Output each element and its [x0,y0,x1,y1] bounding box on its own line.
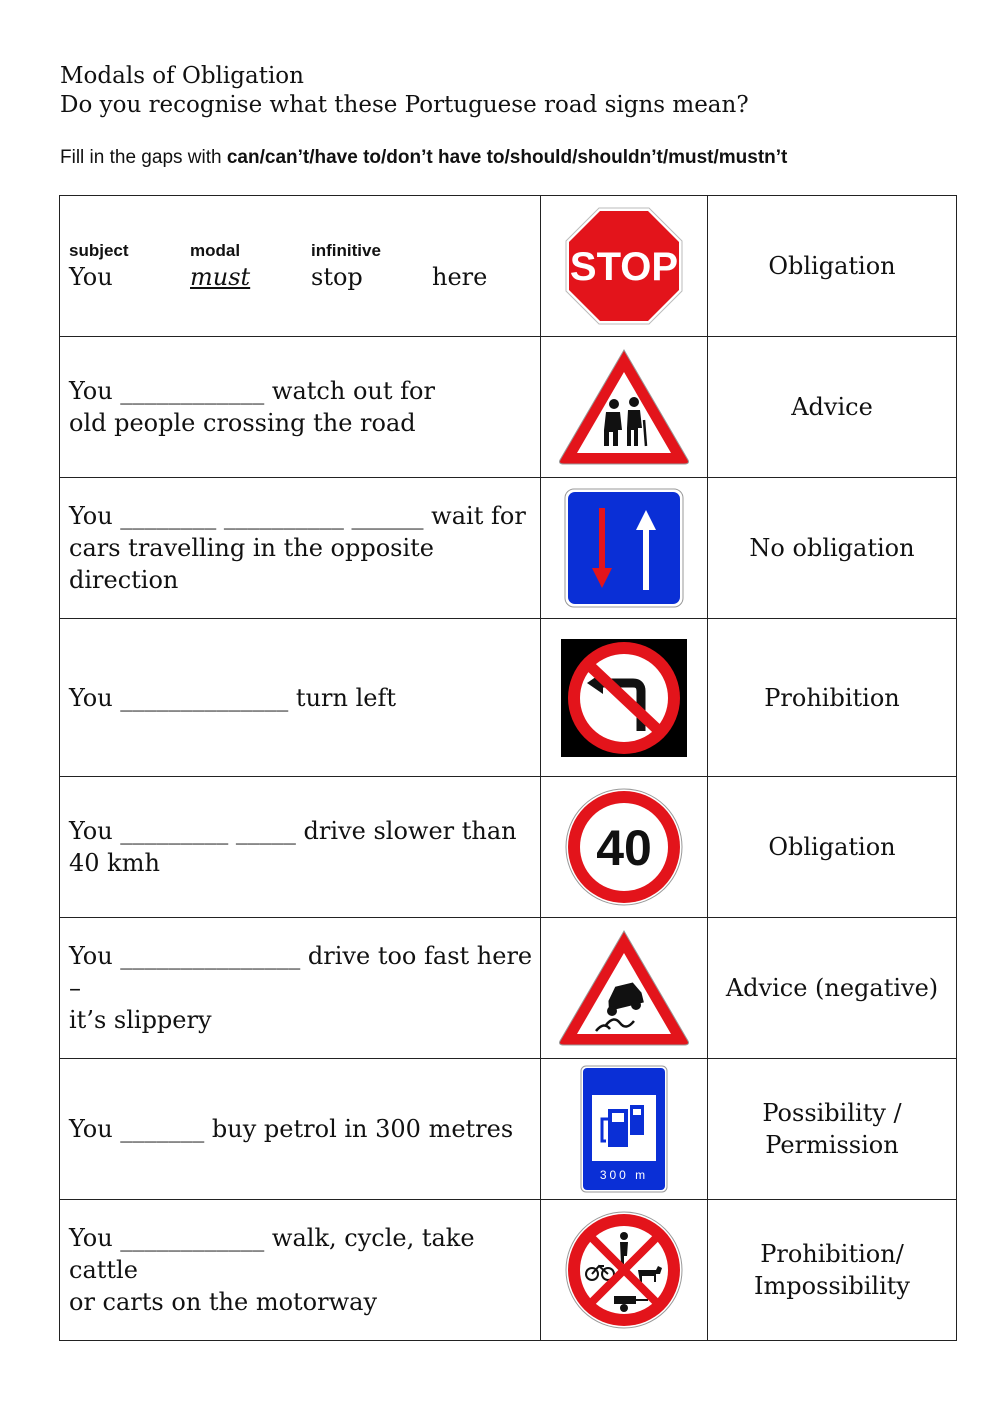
sentence-cell [60,619,541,777]
function-label: No obligation [708,478,957,619]
sentence-line: You ____________ walk, cycle, take cattle [69,1224,475,1284]
sentence-line: You ______________ turn left [69,683,396,712]
exercise-row [60,1059,957,1200]
sentence-line: it’s slippery [69,1006,212,1034]
no-pedestrians-cycles-cattle-carts-sign-icon [564,1210,684,1330]
sentence-cell [60,1200,541,1341]
sentence-line: You ________ __________ ______ wait for [69,502,526,530]
sign-cell [541,777,708,918]
infinitive-label: infinitive [311,241,381,260]
function-label: Advice (negative) [708,918,957,1059]
speed-limit-sign-icon [564,787,684,907]
worksheet-title: Modals of Obligation [60,63,304,89]
sentence-line: You ____________ watch out for [69,377,435,405]
function-label: Obligation [708,196,957,337]
sentence-cell [60,478,541,619]
example-sentence-cell [60,196,541,337]
function-line: Impossibility [754,1272,910,1300]
function-line: Permission [765,1131,899,1159]
function-label: Prohibition [708,619,957,777]
sign-cell [541,918,708,1059]
function-label [708,1059,957,1200]
stop-sign-icon [564,206,684,326]
priority-over-oncoming-sign-icon [564,488,684,608]
exercise-row [60,918,957,1059]
sentence-line: old people crossing the road [69,409,416,437]
exercise-row [60,1200,957,1341]
sentence-cell [60,337,541,478]
sentence-cell [60,1059,541,1200]
example-subject: You [69,263,113,291]
modal-label: modal [190,241,241,260]
exercise-row [60,777,957,918]
subject-label: subject [69,241,129,260]
sentence-line: You _________ _____ drive slower than [69,817,517,845]
example-modal: must [190,263,251,291]
sign-cell [541,1059,708,1200]
exercise-table [59,195,957,1341]
sentence-cell [60,918,541,1059]
sentence-line: You _______ buy petrol in 300 metres [69,1115,514,1143]
example-infinitive: stop [311,263,363,291]
exercise-row [60,337,957,478]
slippery-road-sign-icon [556,927,692,1049]
example-complement: here [432,263,488,291]
function-line: Possibility / [762,1099,902,1127]
sentence-line: or carts on the motorway [69,1288,378,1316]
stop-sign-text: STOP [569,245,679,289]
sentence-line: cars travelling in the opposite direction [69,534,434,594]
worksheet-subtitle: Do you recognise what these Portuguese road signs mean? [60,92,749,118]
sign-cell [541,337,708,478]
modal-word-bank: can/can’t/have to/don’t have to/should/shouldn’t/must/mustn’t [226,147,788,168]
distance-text: 300 m [599,1168,649,1182]
instructions [60,146,960,170]
old-people-crossing-sign-icon [556,346,692,468]
exercise-row [60,478,957,619]
sentence-line: You _______________ drive too fast here – [69,942,533,1002]
no-left-turn-sign-icon [561,639,687,757]
sign-cell [541,478,708,619]
sentence-line: 40 kmh [69,849,160,877]
sign-cell [541,196,708,337]
sign-cell [541,1200,708,1341]
speed-value: 40 [596,820,652,876]
instruction-prefix: Fill in the gaps with [60,147,227,168]
function-line: Prohibition/ [760,1240,904,1268]
worksheet-header [60,62,960,170]
example-row [60,196,957,337]
function-label: Obligation [708,777,957,918]
sentence-cell [60,777,541,918]
exercise-row [60,619,957,777]
sign-cell [541,619,708,777]
function-label [708,1200,957,1341]
function-label: Advice [708,337,957,478]
petrol-station-sign-icon [580,1065,668,1193]
